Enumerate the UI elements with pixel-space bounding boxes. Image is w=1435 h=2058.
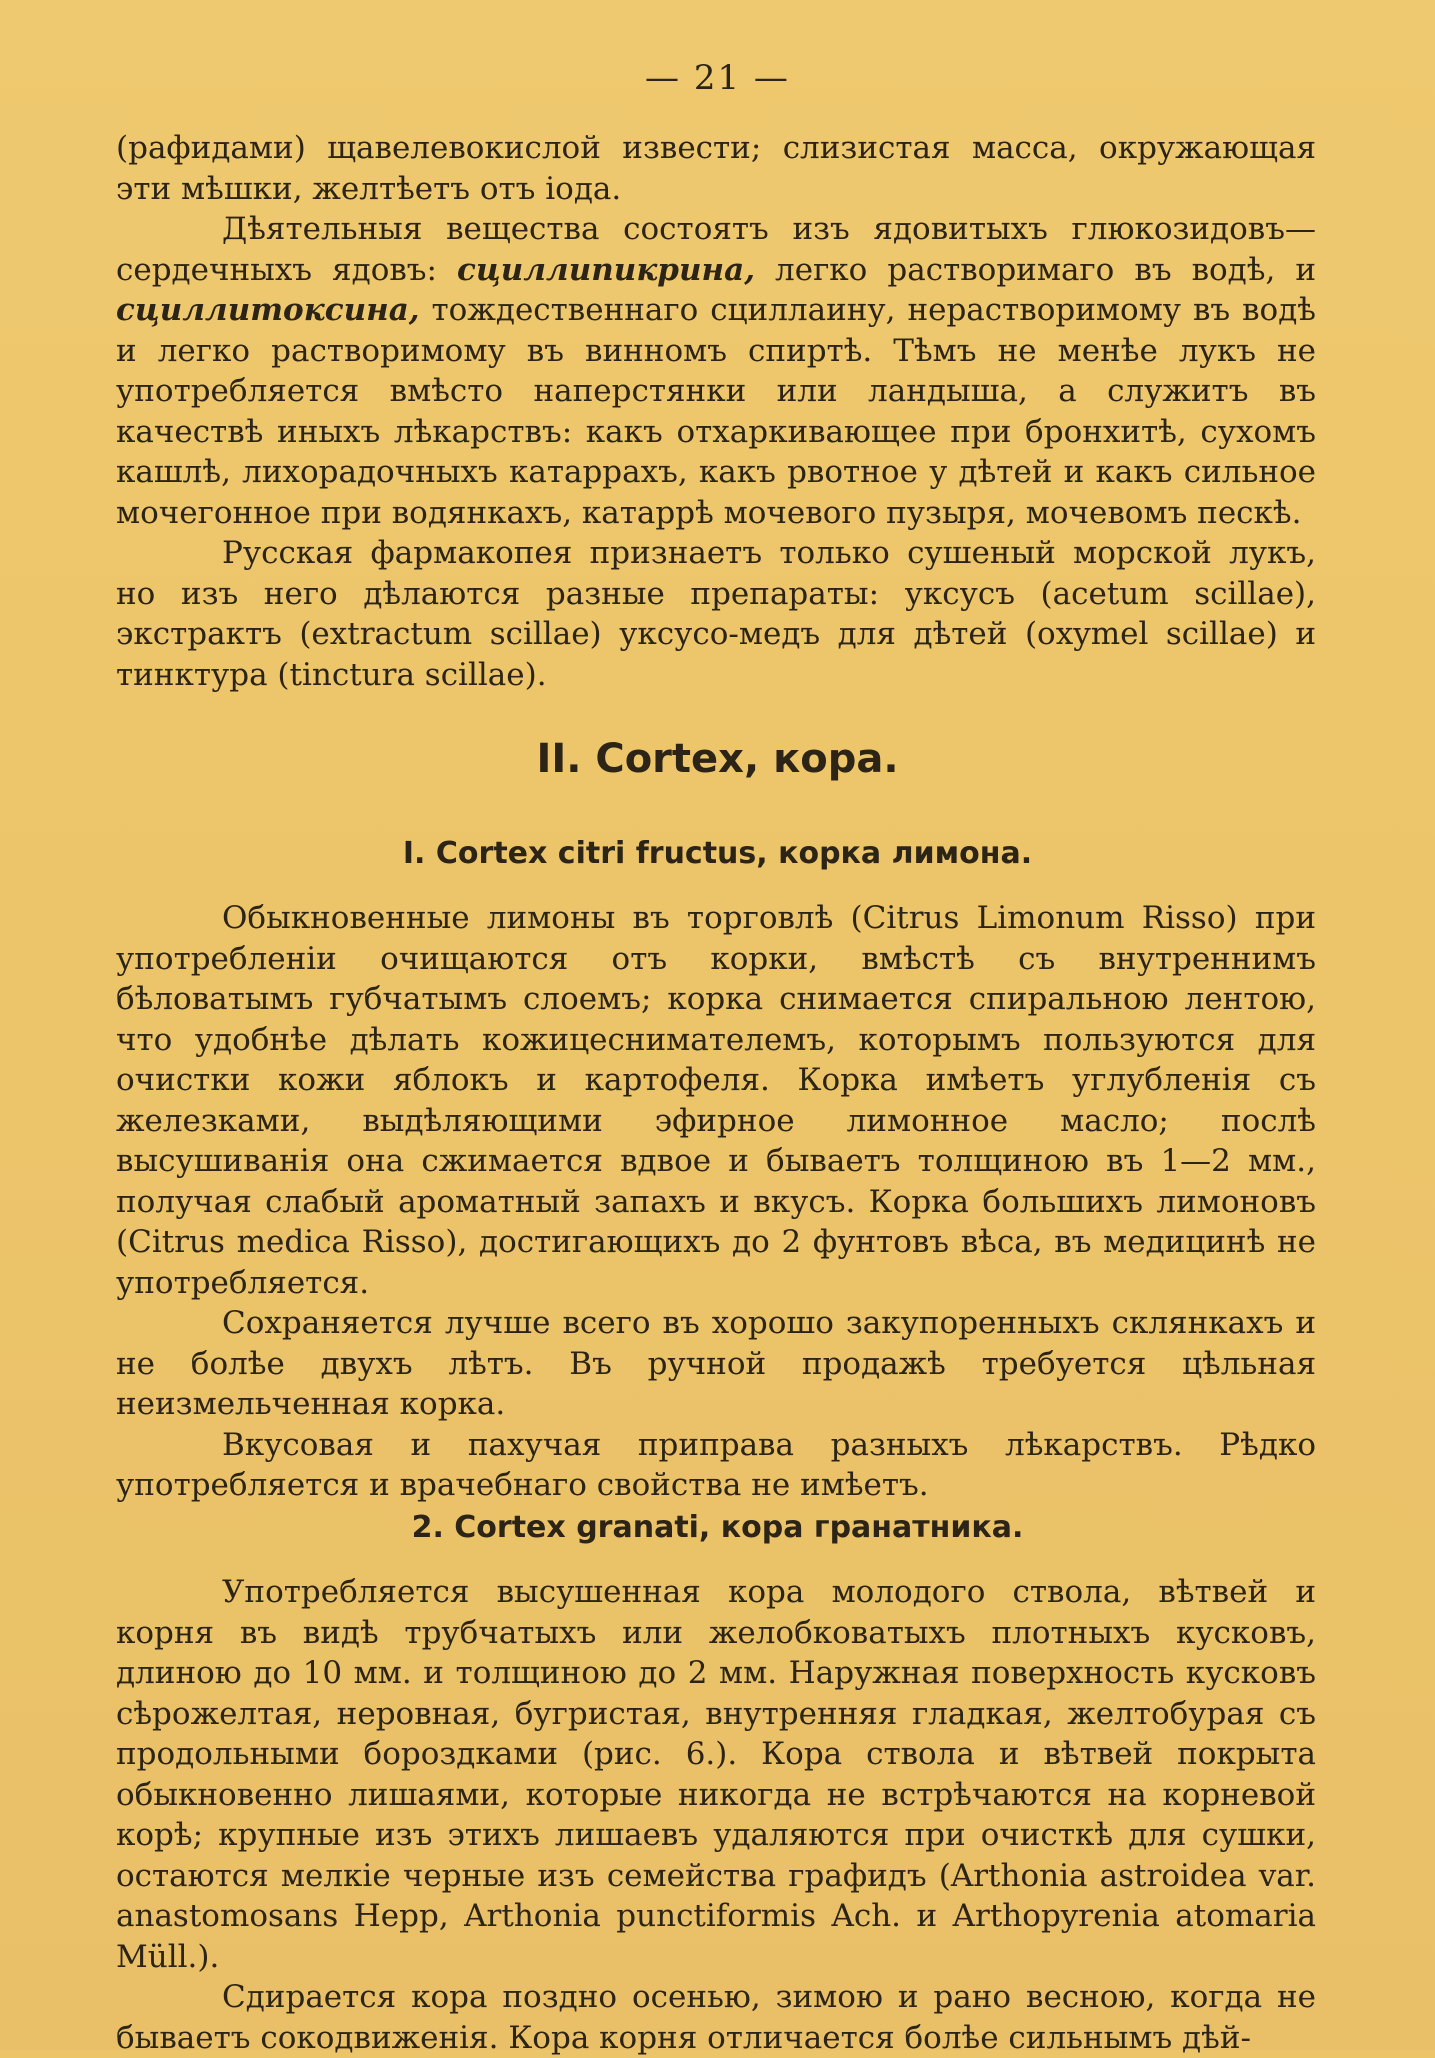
- paragraph: Обыкновенные лимоны въ торговлѣ (Citrus Limonum Risso) при употребленіи очищаются отъ корки, вмѣстѣ съ внутреннимъ бѣловатымъ губчатымъ слоемъ; корка снимается спиральною лентою, что удобнѣе дѣлать кожицеснимателемъ, которымъ пользуются для очистки кожи яблокъ и картофеля. Корка имѣетъ углубленія съ железками, выдѣляющими эфирное лимонное масло; послѣ высушиванія она сжимается вдвое и бываетъ толщиною въ 1—2 мм., получая слабый ароматный запахъ и вкусъ. Корка большихъ лимоновъ (Citrus medica Risso), достигающихъ до 2 фунтовъ вѣса, въ медицинѣ не употребляется.: [116, 900, 1316, 1301]
- subsection-heading: 2. Cortex granati, кора гранатника.: [411, 1510, 1024, 1545]
- paragraph: Русская фармакопея признаетъ только сушеный морской лукъ, но изъ него дѣлаются разные препараты: уксусъ (acetum scillae), экстрактъ (extractum scillae) уксусо-медъ для дѣтей (oxymel scillae) и тинктура (tinctura scillae).: [116, 535, 1316, 693]
- intro-text: [116, 128, 1316, 695]
- paragraph: Сдирается кора поздно осенью, зимою и рано весною, когда не бываетъ сокодвиженія. Кора корня отличается болѣе сильнымъ дѣй-: [116, 1979, 1316, 2056]
- paragraph: (рафидами) щавелевокислой извести; слизистая масса, окружающая эти мѣшки, желтѣетъ отъ іода.: [116, 130, 1316, 207]
- page-number: — 21 —: [645, 58, 790, 98]
- text-run: тождественнаго сциллаину, нерастворимому въ водѣ и легко растворимому въ винномъ спиртѣ. Тѣмъ не менѣе лукъ не употребляется вмѣсто наперстянки или ландыша, а служитъ въ качествѣ иныхъ лѣкарствъ: какъ отхаркивающее при бронхитѣ, сухомъ кашлѣ, лихорадочныхъ катаррахъ, какъ рвотное у дѣтей и какъ сильное мочегонное при водянкахъ, катаррѣ мочевого пузыря, мочевомъ пескѣ.: [116, 292, 1316, 531]
- subsection-heading: I. Cortex citri fructus, корка лимона.: [402, 836, 1033, 871]
- paragraph: Сохраняется лучше всего въ хорошо закупоренныхъ склянкахъ и не болѣе двухъ лѣтъ. Въ ручной продажѣ требуется цѣльная неизмельченная корка.: [116, 1305, 1316, 1422]
- paragraph: Употребляется высушенная кора молодого ствола, вѣтвей и корня въ видѣ трубчатыхъ или желобковатыхъ плотныхъ кусковъ, длиною до 10 мм. и толщиною до 2 мм. Наружная поверхность кусковъ сѣрожелтая, неровная, бугристая, внутренняя гладкая, желтобурая съ продольными бороздками (рис. 6.). Кора ствола и вѣтвей покрыта обыкновенно лишаями, которые никогда не встрѣчаются на корневой корѣ; крупные изъ этихъ лишаевъ удаляются при очисткѣ для сушки, остаются мелкіе черные изъ семейства графидъ (Arthonia astroidea var. anastomosans Hepp, Arthonia punctiformis Ach. и Arthopyrenia atomaria Müll.).: [116, 1574, 1316, 1975]
- subsection-text: [116, 898, 1316, 1506]
- text-run: Дѣятельныя вещества состоятъ изъ ядовитыхъ глюкозидовъ—сердечныхъ ядовъ:: [116, 211, 1316, 288]
- italic-term: сциллитоксина,: [116, 292, 420, 328]
- paragraph: Вкусовая и пахучая приправа разныхъ лѣкарствъ. Рѣдко употребляется и врачебнаго свойства не имѣетъ.: [116, 1426, 1316, 1503]
- text-run: легко растворимаго въ водѣ, и: [755, 251, 1317, 288]
- italic-term: сциллипикрина,: [457, 251, 755, 288]
- subsection-text: [116, 1572, 1316, 2058]
- paragraph: [116, 209, 1316, 533]
- section-heading: II. Cortex, кора.: [536, 736, 899, 782]
